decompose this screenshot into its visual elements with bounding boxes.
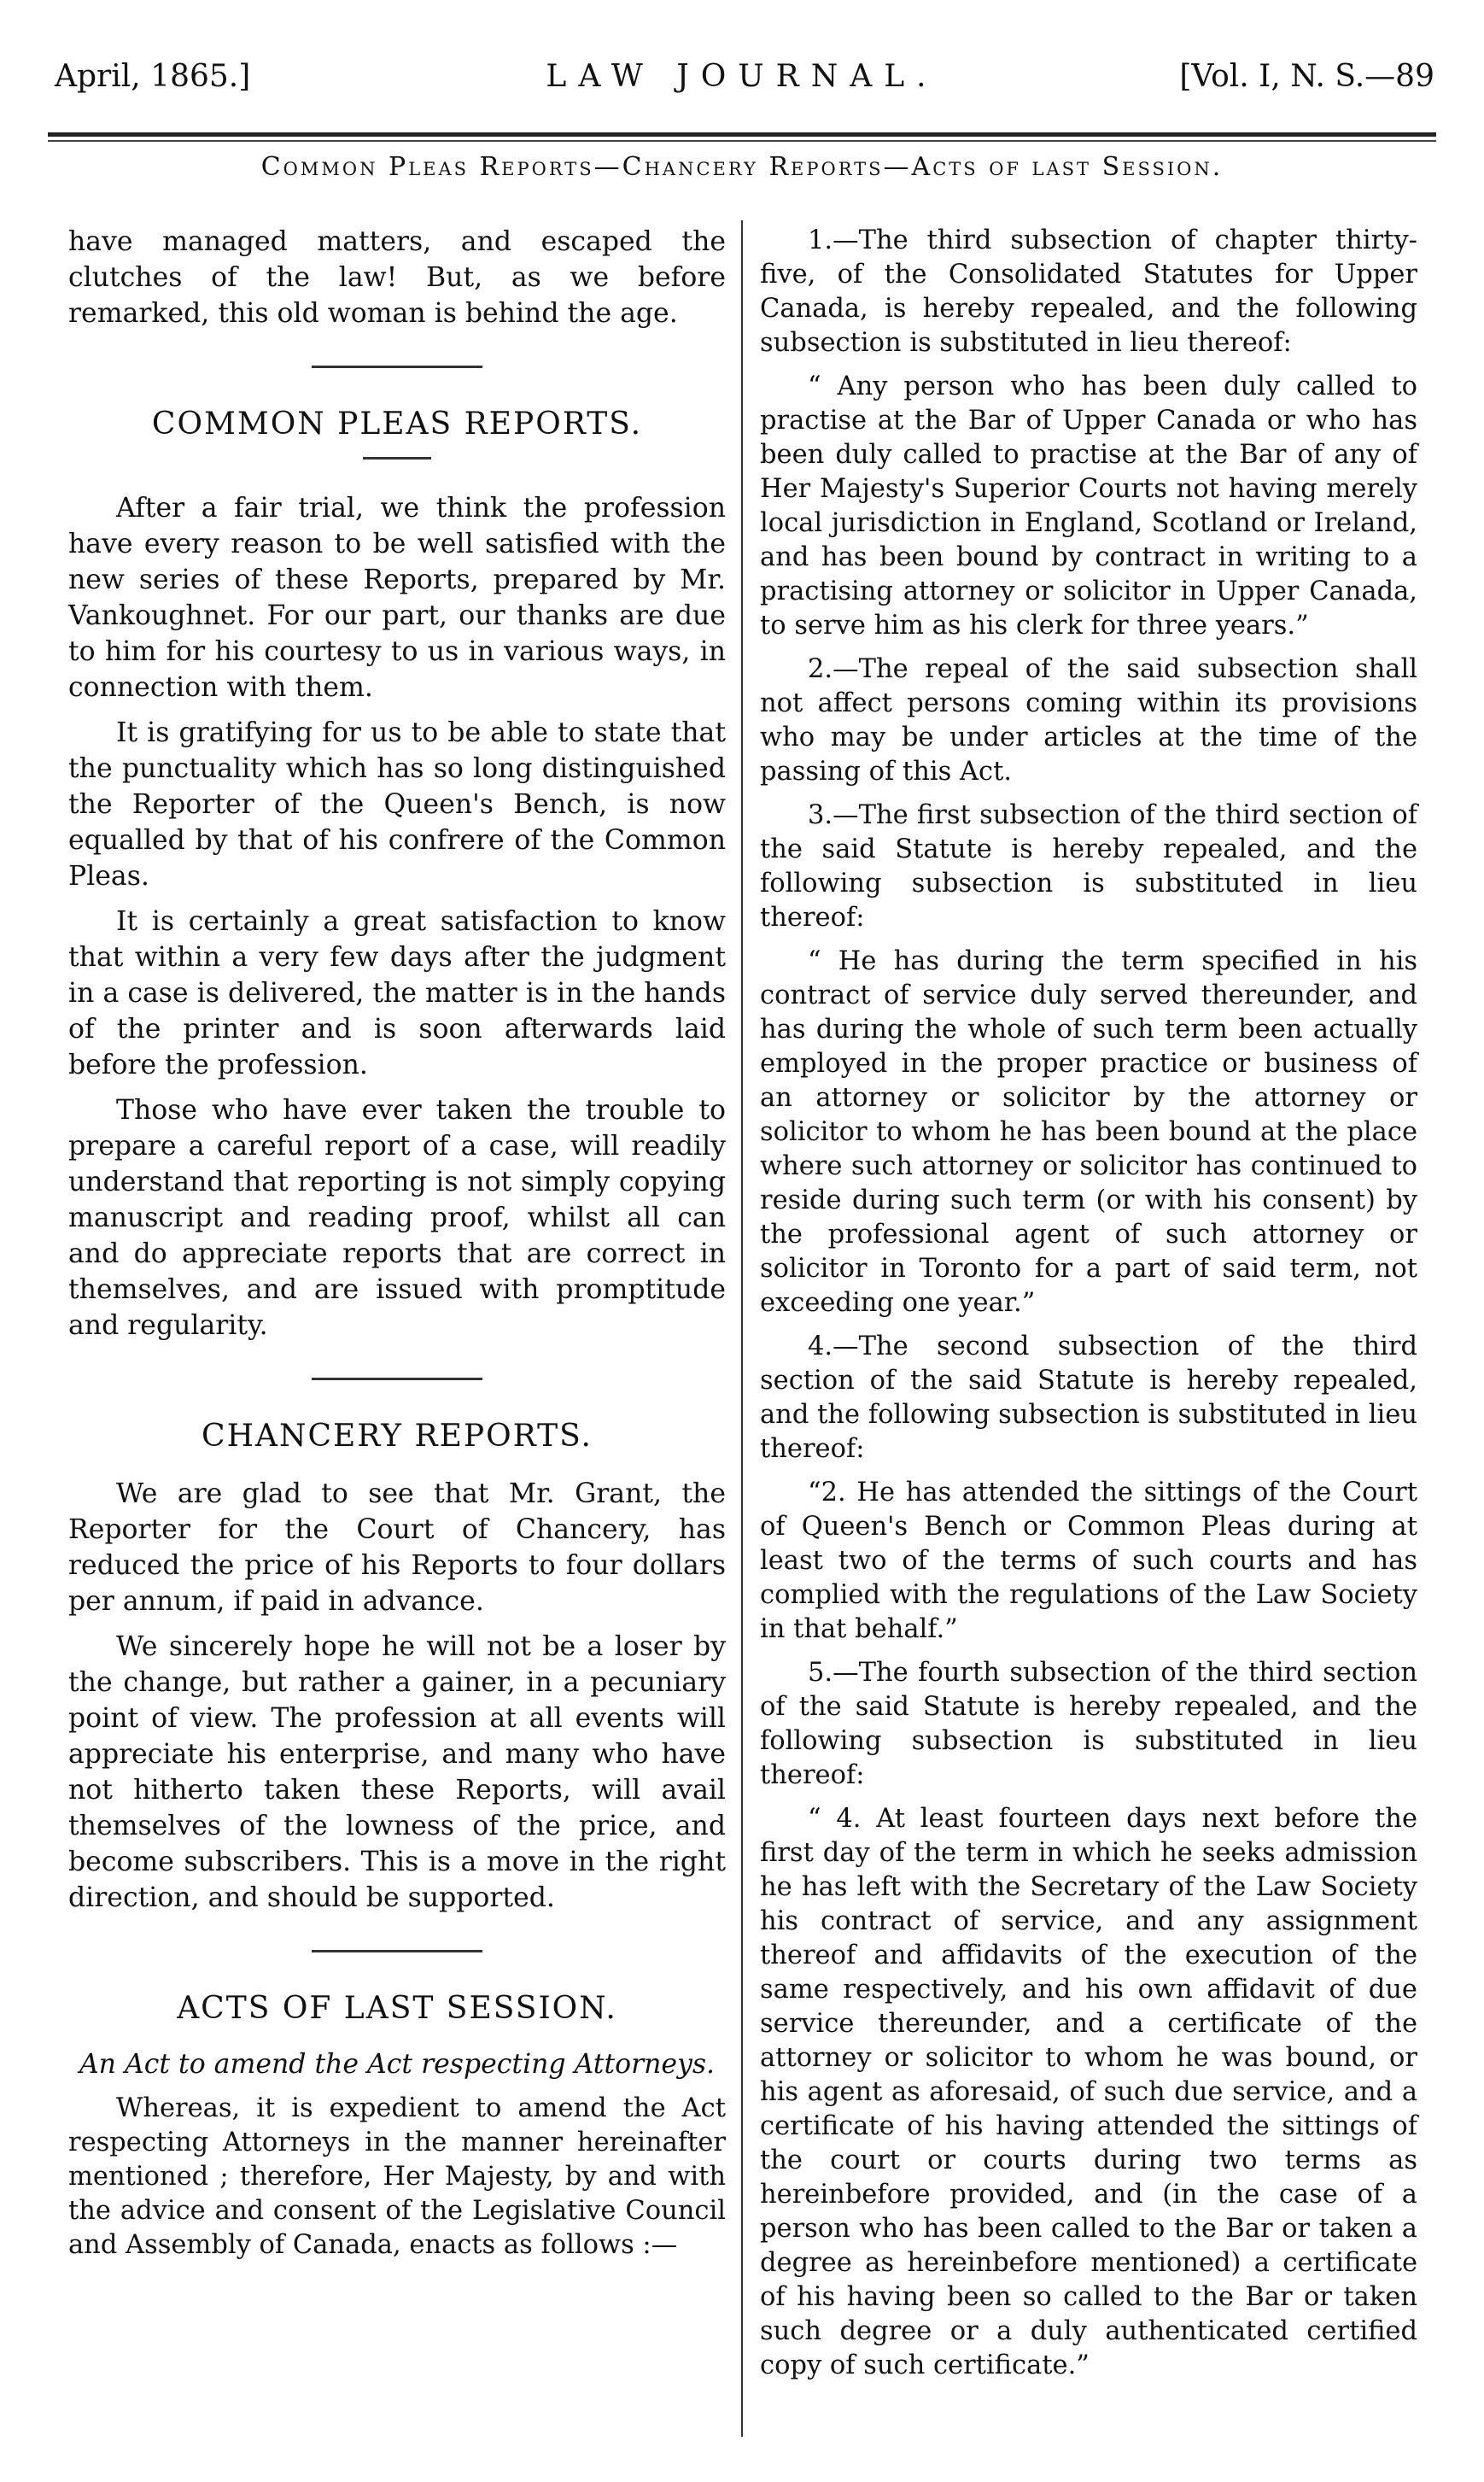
common-pleas-paragraph: After a fair trial, we think the profession have every reason to be well satisfied with the new series of these Reports, prepared by Mr. Vankoughnet. For our part, our thanks are due to him for his courtesy to us in various ways, in connection with them. (68, 493, 726, 703)
section-clause: 3.—The first subsection of the third section of the said Statute is hereby repealed, and the following subsection is substituted in lieu thereof: (760, 800, 1417, 933)
section-clause: 5.—The fourth subsection of the third section of the said Statute is hereby repealed, and the following subsection is substituted in lieu thereof: (760, 1658, 1417, 1790)
common-pleas-paragraph: Those who have ever taken the trouble to prepare a careful report of a case, will readily understand that reporting is not simply copying manuscript and reading proof, whilst all can and do appreciate reports that are correct in themselves, and are issued with promptitude and regularity. (68, 1095, 726, 1341)
right-column (760, 224, 1417, 2392)
acts-heading: ACTS OF LAST SESSION. (177, 1991, 617, 2026)
common-pleas-paragraph: It is certainly a great satisfaction to know that within a very few days after the judgment in a case is delivered, the matter is in the hands of the printer and is soon afterwards laid before the profession. (68, 906, 726, 1080)
column-divider (741, 220, 743, 2437)
journal-title: LAW JOURNAL. (546, 59, 938, 94)
running-head (46, 51, 1438, 102)
section-clause: 4.—The second subsection of the third section of the said Statute is hereby repealed, and the following subsection is substituted in lieu thereof: (760, 1332, 1417, 1464)
act-title: An Act to amend the Act respecting Attorneys. (79, 2049, 716, 2080)
section-divider (312, 1378, 482, 1380)
section-clause: 1.—The third subsection of chapter thirty-five, of the Consolidated Statutes for Upper Canada, is hereby repealed, and the following subsection is substituted in lieu thereof: (760, 225, 1417, 358)
quoted-clause: “ He has during the term specified in his contract of service duly served thereunder, and has during the whole of such term been actually employed in the proper practice or business of an attorney or solicitor by the attorney or solicitor to whom he has been bound at the place where such attorney or solicitor has continued to reside during such term (or with his consent) by the professional agent of such attorney or solicitor in Toronto for a part of said term, not exceeding one year.” (760, 946, 1417, 1318)
opening-paragraph: have managed matters, and escaped the clutches of the law! But, as we before remarked, this old woman is behind the age. (68, 226, 726, 329)
header-rule-thin (48, 140, 1436, 142)
common-pleas-heading: COMMON PLEAS REPORTS. (151, 407, 643, 442)
quoted-clause: “ 4. At least fourteen days next before the first day of the term in which he seeks admission he has left with the Secretary of the Law Society his contract of service, and any assignment thereof and affidavits of the execution of the same respectively, and his own affidavit of due service thereunder, and a certificate of the attorney or solicitor to whom he was bound, or his agent as aforesaid, of such due service, and a certificate of his having attended the sittings of the court or courts during two terms as hereinbefore provided, and (in the case of a person who has been called to the Bar or taken a degree as hereinbefore mentioned) a certificate of his having been so called to the Bar or taken such degree or a duly authenticated certified copy of such certificate.” (760, 1804, 1417, 2380)
volume-number: [Vol. I, N. S.—89 (1179, 59, 1434, 94)
chancery-paragraph: We are glad to see that Mr. Grant, the Reporter for the Court of Chancery, has reduced the price of his Reports to four dollars per annum, if paid in advance. (68, 1478, 726, 1617)
left-column (68, 224, 726, 2272)
section-divider (312, 366, 482, 368)
quoted-clause: “ Any person who has been duly called to practise at the Bar of Upper Canada or who has been duly called to practise at the Bar of any of Her Majesty's Superior Courts not having merely local jurisdiction in England, Scotland or Ireland, and has been bound by contract in writing to a practising attorney or solicitor in Upper Canada, to serve him as his clerk for three years.” (760, 372, 1417, 641)
act-preamble: Whereas, it is expedient to amend the Act respecting Attorneys in the manner hereinafter mentioned ; therefore, Her Majesty, by and with the advice and consent of the Legislative Council and Assembly of Canada, enacts as follows :— (68, 2093, 726, 2260)
issue-date: April, 1865.] (55, 59, 251, 94)
heading-underline (363, 457, 431, 460)
chancery-paragraph: We sincerely hope he will not be a loser by the change, but rather a gainer, in a pecuniary point of view. The profession at all events will appreciate his enterprise, and many who have not hitherto taken these Reports, will avail themselves of the lowness of the price, and become subscribers. This is a move in the right direction, and should be supported. (68, 1631, 726, 1913)
chancery-heading: CHANCERY REPORTS. (202, 1419, 593, 1454)
quoted-clause: “2. He has attended the sittings of the Court of Queen's Bench or Common Pleas during at least two of the terms of such courts and has complied with the regulations of the Law Society in that behalf.” (760, 1478, 1417, 1644)
section-divider (312, 1950, 482, 1952)
section-headline: Common Pleas Reports—Chancery Reports—Acts of last Session. (260, 152, 1224, 182)
common-pleas-paragraph: It is gratifying for us to be able to state that the punctuality which has so long distinguished the Reporter of the Queen's Bench, is now equalled by that of his confrere of the Common Pleas. (68, 717, 726, 892)
header-rule-thick (48, 132, 1436, 137)
section-clause: 2.—The repeal of the said subsection shall not affect persons coming within its provisions who may be under articles at the time of the passing of this Act. (760, 654, 1417, 787)
